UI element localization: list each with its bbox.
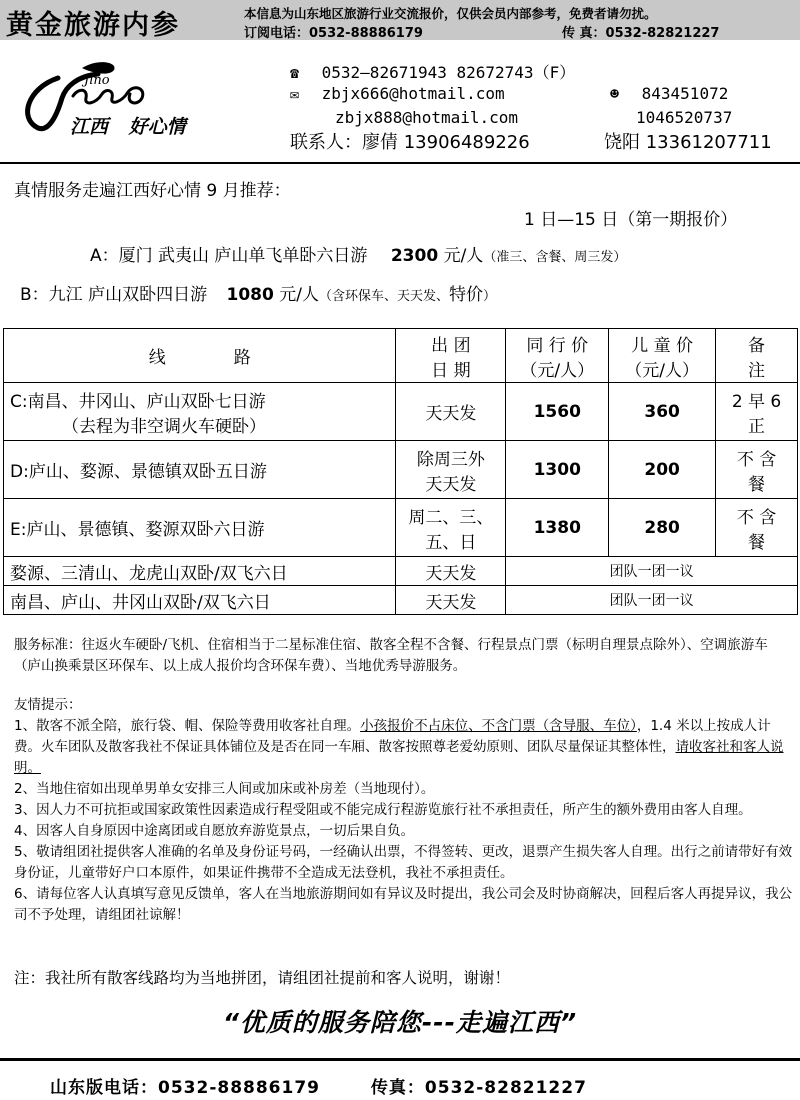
route-cell: E:庐山、景德镇、婺源双卧六日游 [4,499,396,557]
promo-period: 1 日—15 日（第一期报价） [524,210,738,230]
note-d1: 不 含 [736,449,777,470]
table-row [4,383,798,441]
header-fax: 传 真：0532-82821227 [562,26,720,41]
date-cell: 天天发 [396,557,506,586]
promo-b-route: B：九江 庐山双卧四日游 [20,285,208,305]
contact-email1: zbjx666@hotmail.com [321,84,505,103]
date-d2: 天天发 [425,474,477,495]
tip-6: 6、请每位客人认真填写意见反馈单，客人在当地旅游期间如有异议及时提出，我公司会及时协商解决，回程后客人再提异议，我公司不予处理，请组团社谅解！ [14,886,793,923]
header-bar [0,0,800,40]
footer-contacts [50,1073,587,1098]
promo-b-note2: 特价 [448,285,483,305]
footer-phone: 山东版电话：0532-88886179 [50,1078,320,1098]
contact-email-line1 [290,84,505,103]
logo-sub2: 好心情 [128,116,186,138]
header-adult2: （元/人） [520,360,595,381]
qq-icon: ☻ [610,85,620,103]
promo-a [90,241,626,266]
route-cell [4,383,396,441]
route-c-line2: （去程为非空调火车硬卧） [62,416,266,437]
logo-script-text: Jino [84,73,110,88]
date-e2: 五、日 [425,532,477,553]
header-note1: 备 [748,335,766,356]
msn-icon: ✉ [290,85,300,103]
tip-1b: 小孩报价不占床位、不含门票（含导服、车位） [360,718,637,734]
tip-1a: 1、散客不派全陪，旅行袋、帽、保险等费用收客社自理。 [14,718,361,734]
tip-5: 5、敬请组团社提供客人准确的名单及身份证号码，一经确认出票，不得签转、更改，退票产生损失客人自理。出行之前请带好有效身份证，儿童带好户口本原件，如果证件携带不全造成无法登机，我社不承担责任。 [14,844,793,881]
note-d2: 餐 [748,474,766,495]
date-cell [396,441,506,499]
adult-price-cell: 1380 [506,499,609,557]
divider [0,162,800,164]
date-cell [396,499,506,557]
table-row [4,499,798,557]
table-row [4,557,798,586]
contact-qq2: 1046520737 [636,108,733,127]
footer-fax: 传真：0532-82821227 [370,1078,587,1098]
tips-section [14,695,794,926]
date-cell: 天天发 [396,586,506,615]
contact-qq-line1 [610,84,728,103]
note-cell [716,383,798,441]
date-d1: 除周三外 [416,449,485,470]
promo-b-unit: 元/人 [279,285,319,305]
brand-title: 黄金旅游内参 [6,10,180,41]
promo-b-note3: ） [482,289,496,304]
header-child2: （元/人） [625,360,699,381]
footer-divider [0,1058,800,1061]
logo-sub1: 江西 [70,116,109,138]
tip-1c: ，1.4 米以上按成人计费。火车团队及散客我社不保证具体铺位及是否在同一车厢、散客按照尊老爱幼原则、团队尽量保证其整体性， [14,718,771,755]
logo-subtitle [70,112,186,139]
contact-person2: 饶阳 13361207711 [604,132,772,153]
table-row [4,441,798,499]
route-c-line1: C:南昌、井冈山、庐山双卧七日游 [10,391,266,412]
tip-1 [14,716,794,779]
child-price-cell: 280 [609,499,716,557]
slogan: “优质的服务陪您---走遍江西” [222,1008,578,1037]
header-note2: 注 [748,360,766,381]
date-cell: 天天发 [396,383,506,441]
table-row [4,586,798,615]
header-adult [506,329,609,383]
promo-a-note: （准三、含餐、周三发） [483,250,627,265]
order-phone: 订阅电话：0532-88886179 [244,26,423,41]
promo-a-unit: 元/人 [443,246,484,266]
note-cell [716,499,798,557]
note-e2: 餐 [748,532,766,553]
promo-a-price: 2300 [390,246,439,266]
child-price-cell: 360 [609,383,716,441]
tip-3: 3、因人力不可抗拒或国家政策性因素造成行程受阻或不能完成行程游览旅行社不承担责任，所产生的额外费用由客人自理。 [14,802,752,818]
promo-b-price: 1080 [226,285,274,305]
merged-price-cell: 团队一团一议 [506,586,798,615]
phone-icon: ☎ [290,64,300,82]
tip-1d: 请收客社和客人说明。 [14,739,784,776]
contact-person: 联系人：廖倩 13906489226 [290,132,530,153]
contact-qq1: 843451072 [641,84,729,103]
contact-email2: zbjx888@hotmail.com [335,108,519,127]
contact-phone: 0532—82671943 82672743（F） [321,63,576,82]
route-cell: 南昌、庐山、井冈山双卧/双飞六日 [4,586,396,615]
tip-2: 2、当地住宿如出现单男单女安排三人间或加床或补房差（当地现付）。 [14,781,435,797]
header-route: 线 路 [4,329,396,383]
date-e1: 周二、三、 [408,507,494,528]
adult-price-cell: 1560 [506,383,609,441]
routes-table [3,328,798,615]
child-price-cell: 200 [609,441,716,499]
header-adult1: 同 行 价 [526,335,589,356]
contact-phone-line [290,60,575,83]
adult-price-cell: 1300 [506,441,609,499]
note-c1: 2 早 6 [731,391,782,412]
promo-a-route: A：厦门 武夷山 庐山单飞单卧六日游 [90,246,368,266]
tip-4: 4、因客人自身原因中途离团或自愿放弃游览景点，一切后果自负。 [14,823,415,839]
header-date2: 日 期 [431,360,471,381]
header-note [716,329,798,383]
route-cell: D:庐山、婺源、景德镇双卧五日游 [4,441,396,499]
header-child [609,329,716,383]
note-cell [716,441,798,499]
service-standard: 服务标准：往返火车硬卧/飞机、住宿相当于二星标准住宿、散客全程不含餐、行程景点门票（标明自理景点除外）、空调旅游车（庐山换乘景区环保车、以上成人报价均含环保车费）、当地优秀导游服务。 [14,637,768,674]
note-c2: 正 [748,416,766,437]
header-phones [244,22,794,41]
tips-title: 友情提示： [14,697,82,713]
header-child1: 儿 童 价 [631,335,694,356]
header-notice: 本信息为山东地区旅游行业交流报价，仅供会员内部参考，免费者请勿扰。 [244,6,657,21]
header-date1: 出 团 [431,335,471,356]
group-note: 注：我社所有散客线路均为当地拼团，请组团社提前和客人说明，谢谢！ [14,969,511,987]
header-date [396,329,506,383]
promo-title: 真情服务走遍江西好心情 9 月推荐： [14,181,291,201]
route-cell: 婺源、三清山、龙虎山双卧/双飞六日 [4,557,396,586]
promo-b-note: （含环保车、天天发、 [318,289,449,304]
promo-b [20,280,496,305]
table-header-row [4,329,798,383]
merged-price-cell: 团队一团一议 [506,557,798,586]
note-e1: 不 含 [736,507,777,528]
